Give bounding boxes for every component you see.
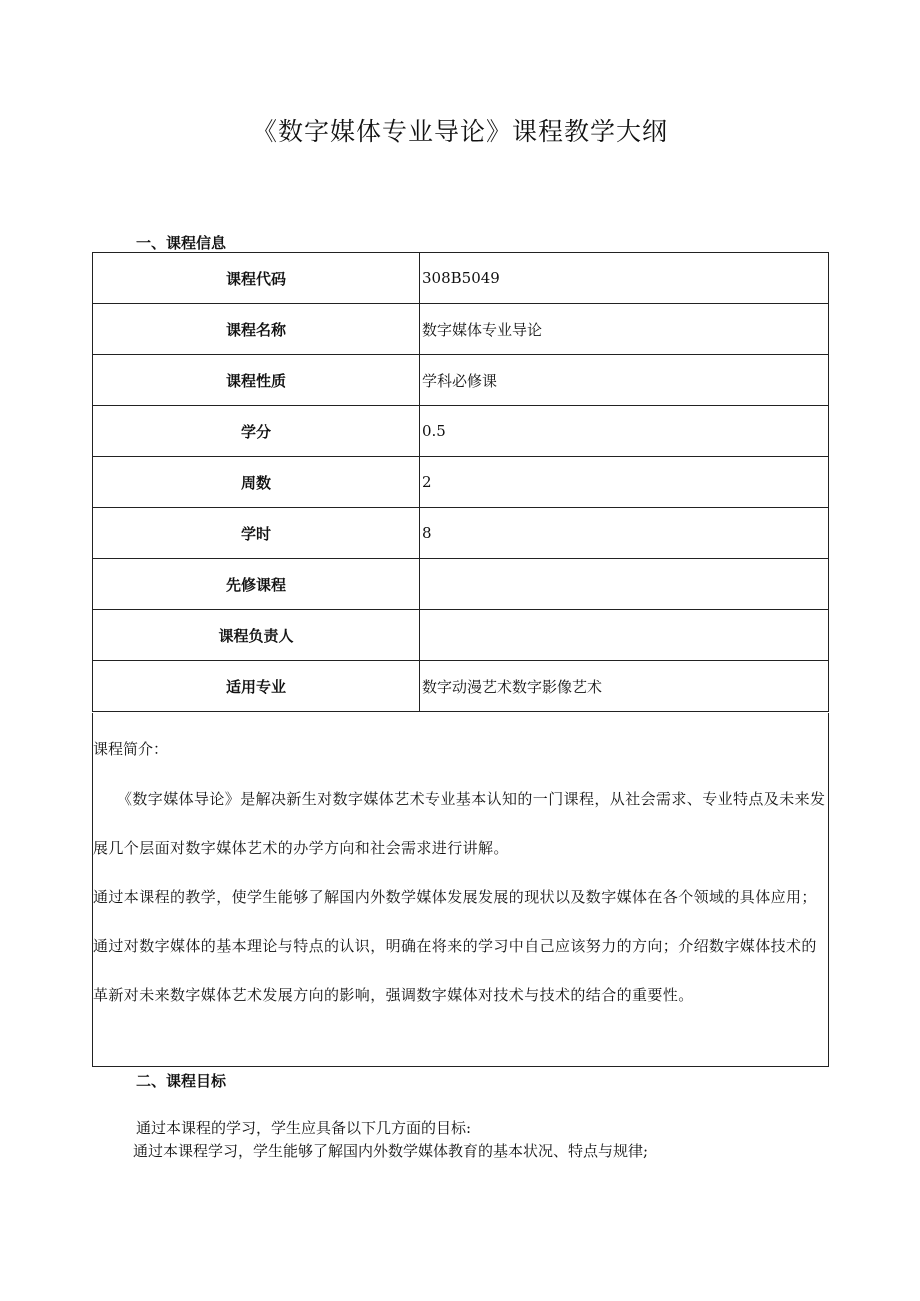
row-value: 数字动漫艺术数字影像艺术: [420, 661, 829, 712]
row-label: 学时: [93, 508, 420, 559]
table-row: [93, 559, 829, 610]
goal-text: 通过本课程学习，学生能够了解国内外数学媒体教育的基本状况、特点与规律;: [133, 1142, 649, 1160]
row-label: 课程代码: [93, 253, 420, 304]
section-heading-course-info: 一、课程信息: [136, 234, 227, 252]
row-value: 学科必修课: [420, 355, 829, 406]
row-label: 课程负责人: [93, 610, 420, 661]
row-value: 2: [420, 457, 829, 508]
row-label: 周数: [93, 457, 420, 508]
table-row: [93, 355, 829, 406]
table-row: [93, 406, 829, 457]
section-heading-course-goals: 二、课程目标: [136, 1072, 227, 1090]
course-info-table: [92, 252, 829, 712]
row-value: 数字媒体专业导论: [420, 304, 829, 355]
goal-text: 通过本课程的学习，学生应具备以下几方面的目标:: [136, 1119, 472, 1137]
intro-paragraph: 《数字媒体导论》是解决新生对数字媒体艺术专业基本认知的一门课程，从社会需求、专业特点及未来发展几个层面对数字媒体艺术的办学方向和社会需求进行讲解。: [93, 790, 826, 857]
document-title: 《数字媒体专业导论》课程教学大纲: [251, 117, 668, 146]
row-value: [420, 559, 829, 610]
row-value: [420, 610, 829, 661]
table-row: [93, 508, 829, 559]
row-value: 8: [420, 508, 829, 559]
table-row: [93, 304, 829, 355]
course-intro-box: [92, 713, 829, 1067]
row-label: 适用专业: [93, 661, 420, 712]
table-row: [93, 610, 829, 661]
table-row: [93, 253, 829, 304]
table-row: [93, 661, 829, 712]
row-value: 308B5049: [420, 253, 829, 304]
row-label: 学分: [93, 406, 420, 457]
table-row: [93, 457, 829, 508]
intro-label: 课程简介：: [93, 740, 169, 758]
row-label: 课程名称: [93, 304, 420, 355]
intro-paragraph: 通过本课程的教学，使学生能够了解国内外数学媒体发展发展的现状以及数字媒体在各个领域的具体应用；通过对数字媒体的基本理论与特点的认识，明确在将来的学习中自己应该努力的方向；介绍数字媒体技术的革新对未来数字媒体艺术发展方向的影响，强调数字媒体对技术与技术的结合的重要性。: [93, 888, 817, 1004]
row-label: 先修课程: [93, 559, 420, 610]
row-value: 0.5: [420, 406, 829, 457]
row-label: 课程性质: [93, 355, 420, 406]
